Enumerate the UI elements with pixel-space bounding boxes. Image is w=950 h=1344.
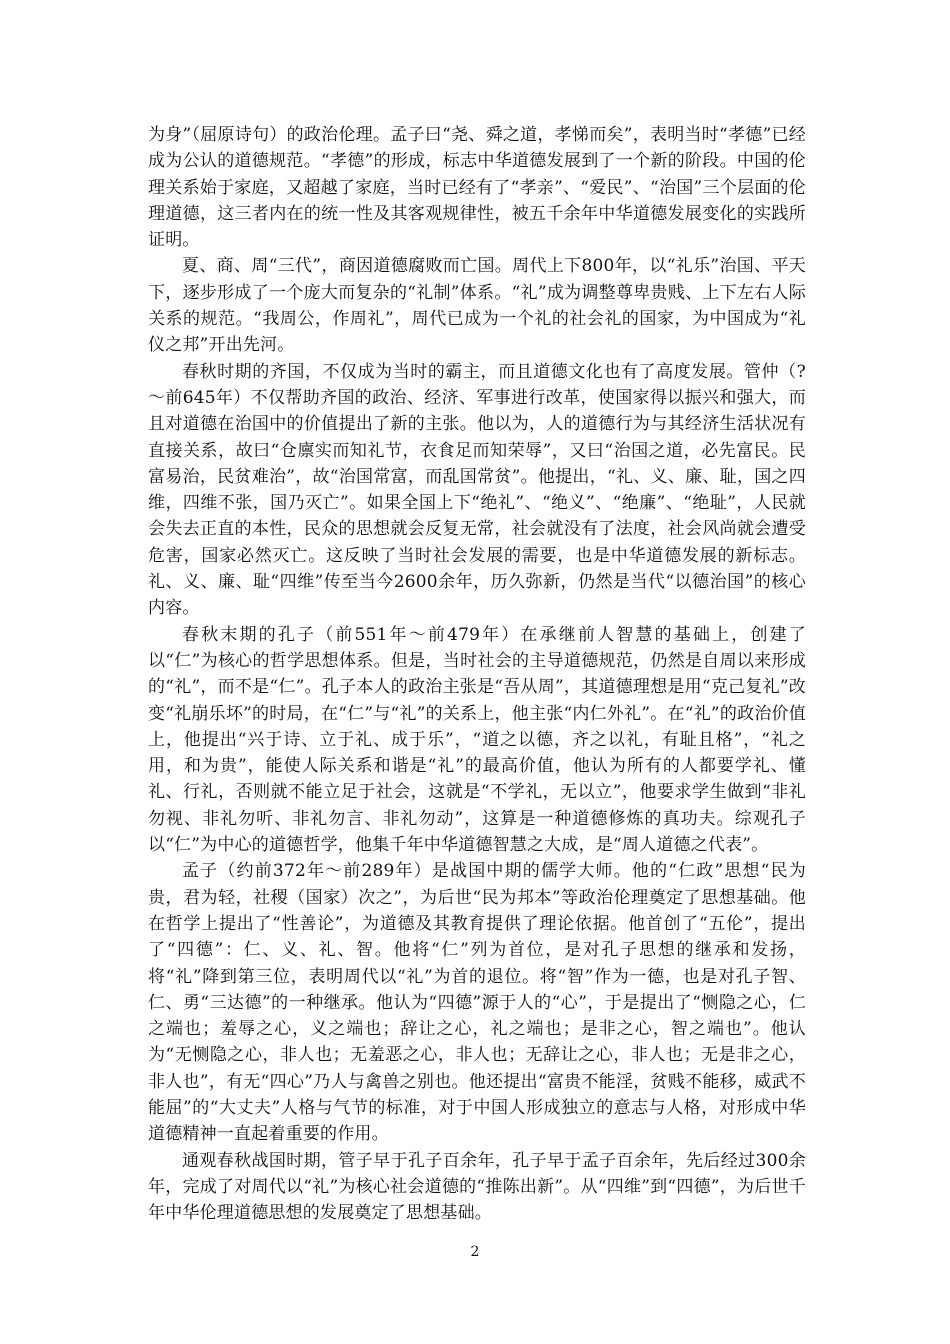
body-text (148, 122, 806, 1226)
paragraph-4: 春秋末期的孔子（前551年～前479年）在承继前人智慧的基础上，创建了以“仁”为核心的哲学思想体系。但是，当时社会的主导道德规范，仍然是自周以来形成的“礼”，而不是“仁”。孔子本人的政治主张是“吾从周”，其道德理想是用“克己复礼”改变“礼崩乐坏”的时局，在“仁”与“礼”的关系上，他主张“内仁外礼”。在“礼”的政治价值上，他提出“兴于诗、立于礼、成于乐”，“道之以德，齐之以礼，有耻且格”，“礼之用，和为贵”，能使人际关系和谐是“礼”的最高价值，他认为所有的人都要学礼、懂礼、行礼，否则就不能立足于社会，这就是“不学礼，无以立”，他要求学生做到“非礼勿视、非礼勿听、非礼勿言、非礼勿动”，这算是一种道德修炼的真功夫。综观孔子以“仁”为中心的道德哲学，他集千年中华道德智慧之大成，是“周人道德之代表”。 (148, 624, 806, 856)
paragraph-6: 通观春秋战国时期，管子早于孔子百余年，孔子早于孟子百余年，先后经过300余年，完成了对周代以“礼”为核心社会道德的“推陈出新”。从“四维”到“四德”，为后世千年中华伦理道德思想的发展奠定了思想基础。 (148, 1150, 806, 1224)
paragraph-5: 孟子（约前372年～前289年）是战国中期的儒学大师。他的“仁政”思想“民为贵，君为轻，社稷（国家）次之”，为后世“民为邦本”等政治伦理奠定了思想基础。他在哲学上提出了“性善论”，为道德及其教育提供了理论依据。他首创了“五伦”，提出了“四德”：仁、义、礼、智。他将“仁”列为首位，是对孔子思想的继承和发扬，将“礼”降到第三位，表明周代以“礼”为首的退位。将“智”作为一德，也是对孔子智、仁、勇“三达德”的一种继承。他认为“四德”源于人的“心”，于是提出了“恻隐之心，仁之端也；羞辱之心，义之端也；辞让之心，礼之端也；是非之心，智之端也”。他认为“无恻隐之心，非人也；无羞恶之心，非人也；无辞让之心，非人也；无是非之心，非人也”，有无“四心”乃人与禽兽之别也。他还提出“富贵不能淫，贫贱不能移，威武不能屈”的“大丈夫”人格与气节的标准，对于中国人形成独立的意志与人格，对形成中华道德精神一直起着重要的作用。 (148, 861, 806, 1145)
paragraph-2: 夏、商、周“三代”，商因道德腐败而亡国。周代上下800年，以“礼乐”治国、平天下，逐步形成了一个庞大而复杂的“礼制”体系。“礼”成为调整尊卑贵贱、上下左右人际关系的规范。“我周公，作周礼”，周代已成为一个礼的社会礼的国家，为中国成为“礼仪之邦”开出先河。 (148, 256, 806, 356)
paragraph-1: 为身”（屈原诗句）的政治伦理。孟子曰“尧、舜之道，孝悌而矣”，表明当时“孝德”已经成为公认的道德规范。“孝德”的形成，标志中华道德发展到了一个新的阶段。中国的伦理关系始于家庭，又超越了家庭，当时已经有了“孝亲”、“爱民”、“治国”三个层面的伦理道德，这三者内在的统一性及其客观规律性，被五千余年中华道德发展变化的实践所证明。 (148, 125, 806, 251)
paragraph-3: 春秋时期的齐国，不仅成为当时的霸主，而且道德文化也有了高度发展。管仲（?～前645年）不仅帮助齐国的政治、经济、军事进行改革，使国家得以振兴和强大，而且对道德在治国中的价值提出了新的主张。他以为，人的道德行为与其经济生活状况有直接关系，故曰“仓廪实而知礼节，衣食足而知荣辱”，又曰“治国之道，必先富民。民富易治，民贫难治”，故“治国常富，而乱国常贫”。他提出，“礼、义、廉、耻，国之四维，四维不张，国乃灭亡”。如果全国上下“绝礼”、“绝义”、“绝廉”、“绝耻”，人民就会失去正直的本性，民众的思想就会反复无常，社会就没有了法度，社会风尚就会遭受危害，国家必然灭亡。这反映了当时社会发展的需要，也是中华道德发展的新标志。礼、义、廉、耻“四维”传至当今2600余年，历久弥新，仍然是当代“以德治国”的核心内容。 (148, 361, 806, 619)
page-number: 2 (470, 1244, 480, 1260)
